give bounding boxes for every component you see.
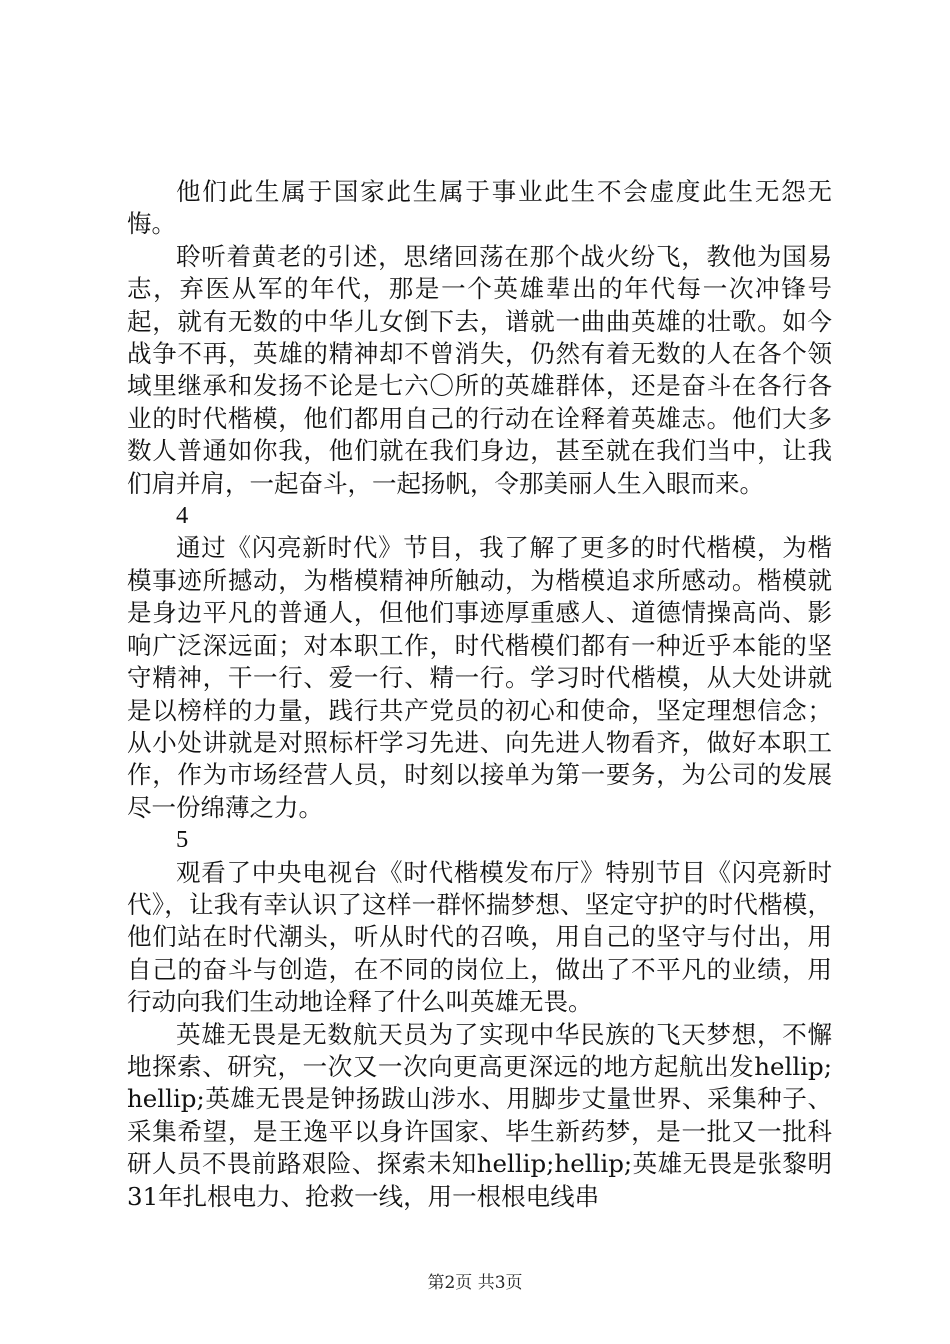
- paragraph-4: 观看了中央电视台《时代楷模发布厅》特别节目《闪亮新时代》，让我有幸认识了这样一群怀揣梦想、坚定守护的时代楷模，他们站在时代潮头，听从时代的召唤，用自己的坚守与付出，用自己的奋斗与创造，在不同的岗位上，做出了不平凡的业绩，用行动向我们生动地诠释了什么叫英雄无畏。: [127, 857, 832, 1017]
- document-body: [127, 176, 832, 1213]
- paragraph-2: 聆听着黄老的引述，思绪回荡在那个战火纷飞，教他为国易志，弃医从军的年代，那是一个英雄辈出的年代每一次冲锋号起，就有无数的中华儿女倒下去，谱就一曲曲英雄的壮歌。如今战争不再，英雄的精神却不曾消失，仍然有着无数的人在各个领域里继承和发扬不论是七六〇所的英雄群体，还是奋斗在各行各业的时代楷模，他们都用自己的行动在诠释着英雄志。他们大多数人普通如你我，他们就在我们身边，甚至就在我们当中，让我们肩并肩，一起奋斗，一起扬帆，令那美丽人生入眼而来。: [127, 241, 832, 498]
- paragraph-5: 英雄无畏是无数航天员为了实现中华民族的飞天梦想，不懈地探索、研究，一次又一次向更高更深远的地方起航出发hellip;hellip;英雄无畏是钟扬跋山涉水、用脚步丈量世界、采集种子、采集希望，是王逸平以身许国家、毕生新药梦，是一批又一批科研人员不畏前路艰险、探索未知hellip;hellip;英雄无畏是张黎明31年扎根电力、抢救一线，用一根根电线串: [127, 1019, 832, 1211]
- paragraph-3: 通过《闪亮新时代》节目，我了解了更多的时代楷模，为楷模事迹所撼动，为楷模精神所触动，为楷模追求所感动。楷模就是身边平凡的普通人，但他们事迹厚重感人、道德情操高尚、影响广泛深远面；对本职工作，时代楷模们都有一种近乎本能的坚守精神，干一行、爱一行、精一行。学习时代楷模，从大处讲就是以榜样的力量，践行共产党员的初心和使命，坚定理想信念；从小处讲就是对照标杆学习先进、向先进人物看齐，做好本职工作，作为市场经营人员，时刻以接单为第一要务，为公司的发展尽一份绵薄之力。: [127, 533, 832, 822]
- section-number-5: 5: [176, 826, 189, 854]
- page-footer: 第2页 共3页: [427, 1273, 523, 1293]
- section-number-4: 4: [176, 502, 189, 530]
- paragraph-1: 他们此生属于国家此生属于事业此生不会虚度此生无怨无悔。: [127, 177, 832, 239]
